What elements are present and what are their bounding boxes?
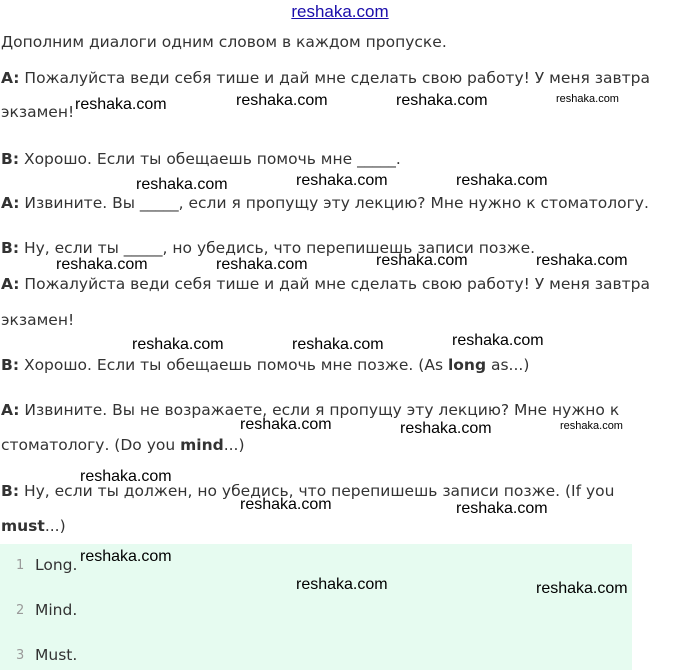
answer-text: Long. bbox=[35, 556, 78, 574]
solution-a1-line2: экзамен! bbox=[1, 311, 75, 329]
dialogue-text: Ну, если ты _____, но убедись, что перепишешь записи позже. bbox=[23, 239, 536, 257]
dialogue-text: Пожалуйста веди себя тише и дай мне сделать свою работу! У меня завтра bbox=[24, 69, 650, 87]
keyword: must bbox=[1, 517, 45, 535]
watermark: reshaka.com bbox=[456, 500, 548, 517]
instruction: Дополним диалоги одним словом в каждом пропуске. bbox=[1, 33, 447, 51]
speaker-label: B: bbox=[1, 482, 20, 500]
speaker-label: A: bbox=[1, 194, 20, 212]
answer-number: 2 bbox=[16, 603, 25, 618]
speaker-label: A: bbox=[1, 275, 20, 293]
task-b1 bbox=[1, 149, 401, 169]
watermark: reshaka.com bbox=[400, 420, 492, 437]
watermark: reshaka.com bbox=[240, 496, 332, 513]
solution-b2-line2 bbox=[1, 516, 66, 536]
speaker-label: B: bbox=[1, 356, 20, 374]
watermark: reshaka.com bbox=[452, 332, 544, 349]
dialogue-text: as...) bbox=[486, 356, 530, 374]
answer-text: Must. bbox=[35, 646, 78, 664]
watermark: reshaka.com bbox=[296, 576, 388, 593]
task-a1-line2: экзамен! bbox=[1, 103, 75, 121]
answer-number: 1 bbox=[16, 558, 25, 573]
watermark: reshaka.com bbox=[292, 336, 384, 353]
keyword: long bbox=[447, 356, 487, 374]
watermark: reshaka.com bbox=[536, 580, 628, 597]
answer-text: Mind. bbox=[35, 601, 78, 619]
speaker-label: A: bbox=[1, 69, 20, 87]
dialogue-text: Извините. Вы _____, если я пропущу эту лекцию? Мне нужно к стоматологу. bbox=[24, 194, 649, 212]
watermark: reshaka.com bbox=[236, 92, 328, 109]
dialogue-text: Хорошо. Если ты обещаешь помочь мне _____. bbox=[23, 150, 401, 168]
dialogue-text: стоматологу. (Do you bbox=[1, 436, 181, 454]
dialogue-text: Хорошо. Если ты обещаешь помочь мне позже. (As bbox=[23, 356, 448, 374]
watermark: reshaka.com bbox=[80, 468, 172, 485]
watermark: reshaka.com bbox=[216, 256, 308, 273]
dialogue-text: ...) bbox=[223, 436, 245, 454]
dialogue-text: Извините. Вы не возражаете, если я пропущу эту лекцию? Мне нужно к bbox=[24, 401, 620, 419]
watermark: reshaka.com bbox=[80, 548, 172, 565]
watermark: reshaka.com bbox=[132, 336, 224, 353]
watermark: reshaka.com bbox=[136, 176, 228, 193]
watermark: reshaka.com bbox=[376, 252, 468, 269]
keyword: mind bbox=[180, 436, 224, 454]
solution-a1-line1 bbox=[1, 274, 650, 294]
task-a1-line1 bbox=[1, 68, 650, 88]
watermark: reshaka.com bbox=[556, 93, 619, 105]
dialogue-text: Пожалуйста веди себя тише и дай мне сделать свою работу! У меня завтра bbox=[24, 275, 650, 293]
watermark: reshaka.com bbox=[536, 252, 628, 269]
site-link[interactable]: reshaka.com bbox=[291, 2, 389, 21]
answer-number: 3 bbox=[16, 648, 25, 663]
speaker-label: B: bbox=[1, 239, 20, 257]
dialogue-text: Ну, если ты должен, но убедись, что перепишешь записи позже. (If you bbox=[23, 482, 615, 500]
watermark: reshaka.com bbox=[456, 172, 548, 189]
watermark: reshaka.com bbox=[240, 416, 332, 433]
watermark: reshaka.com bbox=[560, 420, 623, 432]
solution-b1 bbox=[1, 355, 529, 375]
watermark: reshaka.com bbox=[56, 256, 148, 273]
watermark: reshaka.com bbox=[75, 96, 167, 113]
watermark: reshaka.com bbox=[396, 92, 488, 109]
solution-a2-line2 bbox=[1, 435, 245, 455]
speaker-label: B: bbox=[1, 150, 20, 168]
dialogue-text: ...) bbox=[44, 517, 66, 535]
task-a2 bbox=[1, 193, 649, 213]
watermark: reshaka.com bbox=[296, 172, 388, 189]
speaker-label: A: bbox=[1, 401, 20, 419]
